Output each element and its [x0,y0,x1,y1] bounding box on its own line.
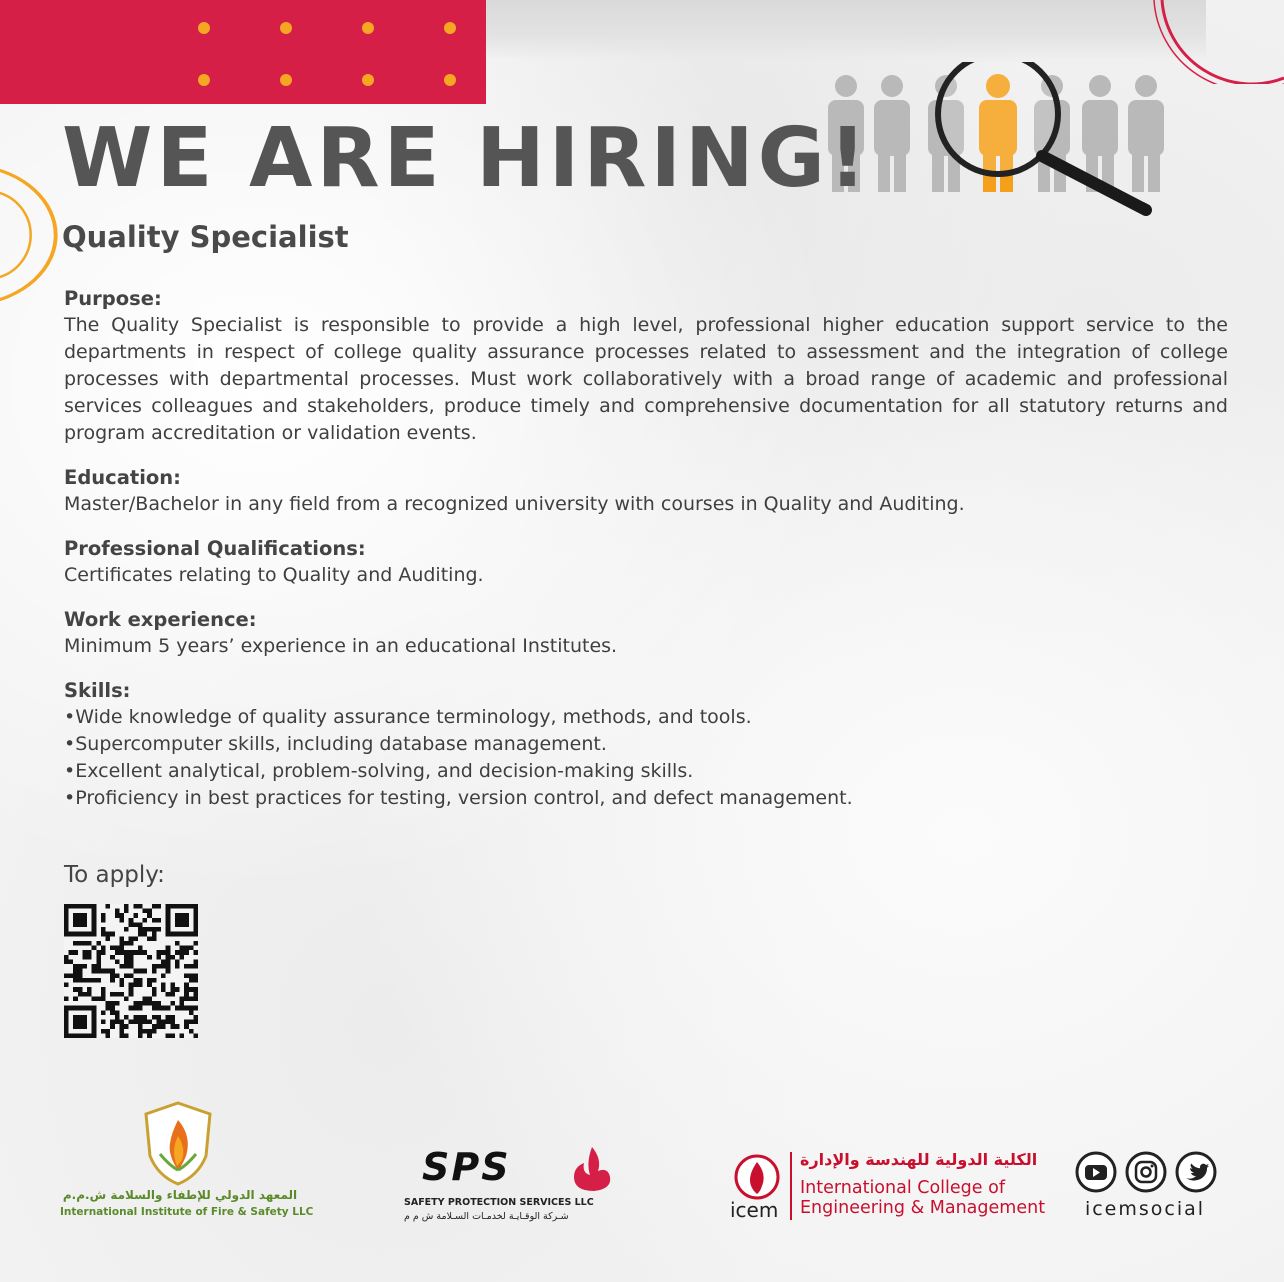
sps-flame-icon [568,1145,614,1193]
purpose-section [64,286,1228,447]
icem-logo [728,1148,1048,1224]
icem-english-line1: International College of [800,1178,1005,1198]
section-heading: Work experience: [64,608,257,631]
section-body: Master/Bachelor in any field from a recognized university with courses in Quality and Auditing. [64,493,965,515]
iifs-english-name: International Institute of Fire & Safety LLC [60,1206,314,1218]
icem-english-line2: Engineering & Management [800,1198,1046,1218]
header-gray-band [486,0,1206,60]
list-item: • Wide knowledge of quality assurance terminology, methods, and tools. [64,704,1228,731]
icem-divider [790,1152,792,1220]
skills-section [64,678,1228,812]
decor-dot [444,22,456,34]
icem-logo-text: icem [730,1198,779,1222]
section-heading: Purpose: [64,287,162,310]
decor-dot [362,22,374,34]
section-body: Minimum 5 years’ experience in an educational Institutes. [64,635,618,657]
section-heading: Skills: [64,679,131,702]
education-section [64,465,1228,518]
section-body: Certificates relating to Quality and Auditing. [64,564,484,586]
decor-dot [444,74,456,86]
icem-arabic-name: الكلية الدولية للهندسة والإدارة [800,1150,1038,1169]
qualifications-section [64,536,1228,589]
apply-label: To apply: [64,862,165,888]
iifs-logo [60,1100,314,1225]
twitter-icon[interactable] [1174,1150,1218,1194]
experience-section [64,607,1228,660]
skills-list [64,704,1228,812]
social-block [1072,1150,1222,1226]
sps-logo-text: SPS [422,1145,511,1189]
youtube-icon[interactable] [1074,1150,1118,1194]
decor-dot [198,74,210,86]
sps-logo [398,1145,638,1225]
sps-english-name: SAFETY PROTECTION SERVICES LLC [404,1197,594,1208]
header-red-band [0,0,486,104]
page-headline: WE ARE HIRING! [62,111,871,206]
instagram-icon[interactable] [1124,1150,1168,1194]
icem-emblem-icon [734,1154,780,1200]
people-search-illustration [820,62,1170,222]
decor-dot [280,74,292,86]
decor-dot [280,22,292,34]
decor-dot [362,74,374,86]
job-title: Quality Specialist [62,220,349,254]
shield-flame-icon [142,1100,214,1186]
social-handle: icemsocial [1084,1198,1206,1220]
section-body: The Quality Specialist is responsible to provide a high level, professional higher education support service to the departments in respect of college quality assurance processes related to assessment and the integration of college processes with departmental processes. Must work collaboratively with a broad range of academic and professional services colleagues and stakeholders, produce timely and comprehensive documentation for all statutory returns and program accreditation or validation events. [64,314,1228,444]
list-item: • Excellent analytical, problem-solving, and decision-making skills. [64,758,1228,785]
iifs-arabic-name: المعهد الدولي للإطفاء والسلامة ش.م.م [62,1188,298,1202]
sps-arabic-name: شـركة الوقـايـة لخدمـات السـلامة ش م م [404,1211,569,1222]
section-heading: Education: [64,466,181,489]
person-icon [1128,75,1164,192]
side-arc-decoration [0,160,60,310]
job-description [64,286,1228,830]
person-icon [874,75,910,192]
section-heading: Professional Qualifications: [64,537,366,560]
apply-qr-code[interactable] [64,904,198,1038]
decor-dot [198,22,210,34]
list-item: • Supercomputer skills, including database management. [64,731,1228,758]
list-item: • Proficiency in best practices for testing, version control, and defect management. [64,785,1228,812]
